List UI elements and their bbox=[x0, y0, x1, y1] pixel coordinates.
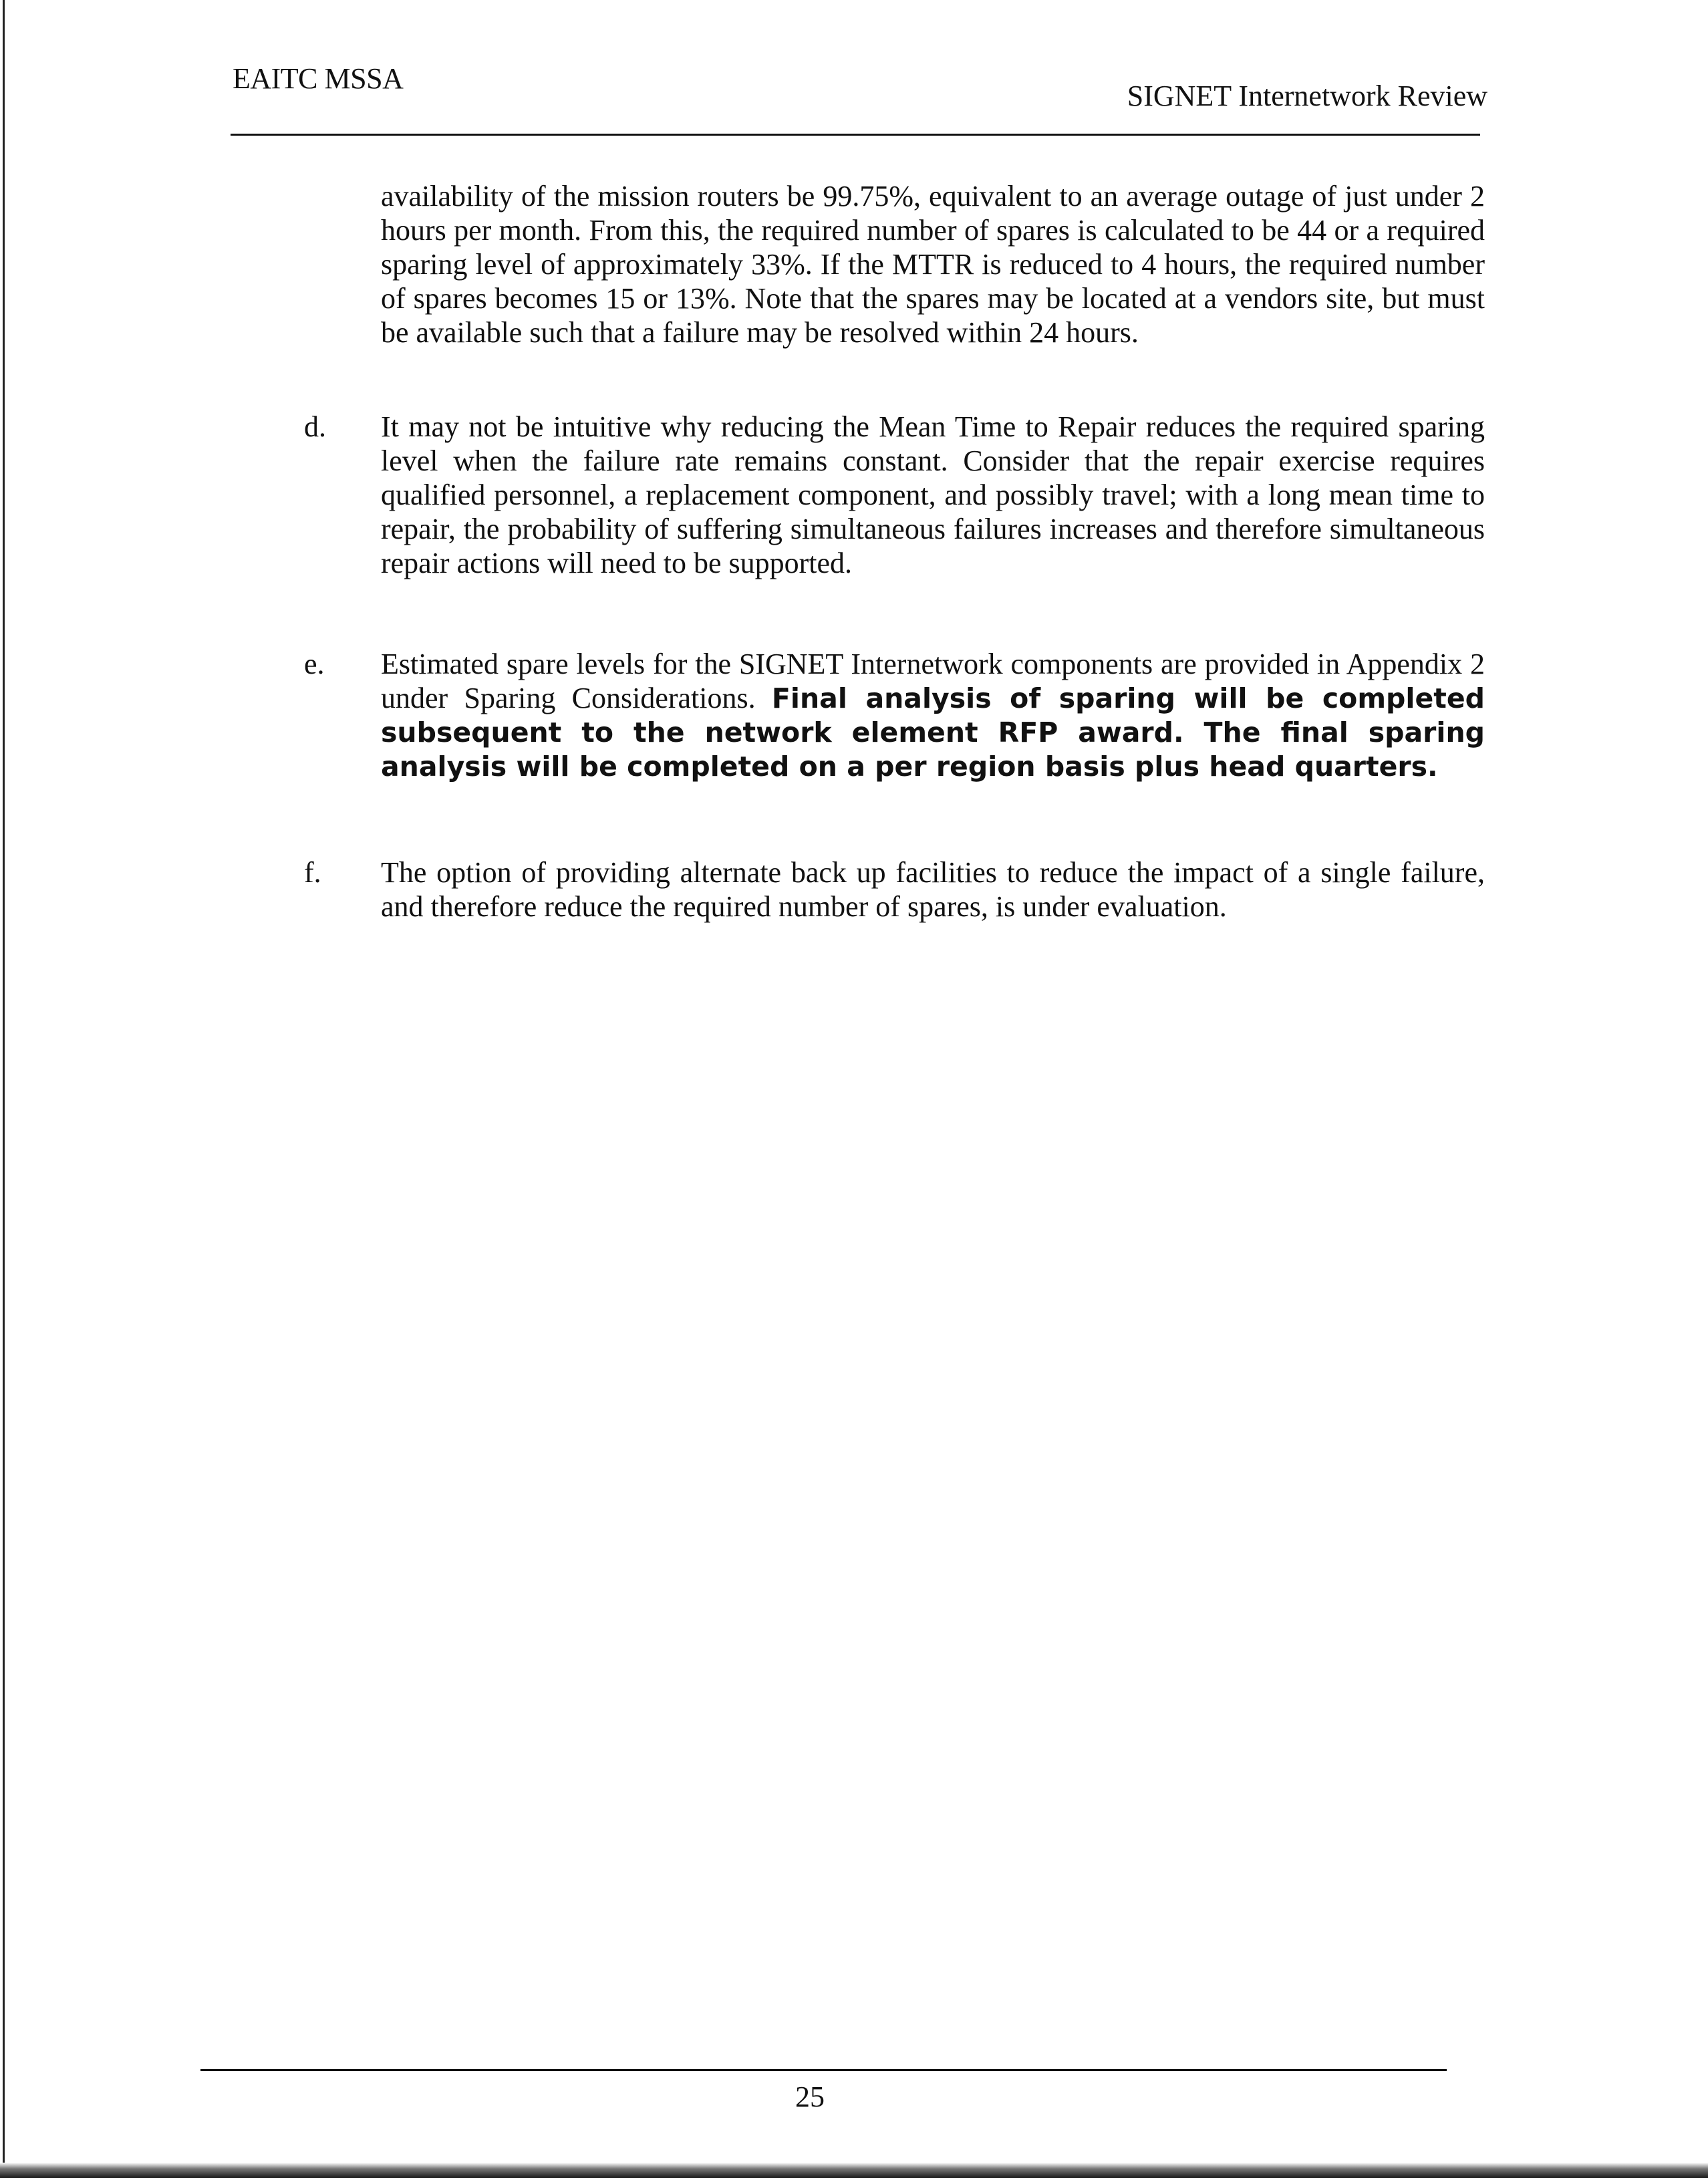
page-number: 25 bbox=[795, 2080, 825, 2113]
header-document-title: SIGNET Internetwork Review bbox=[1127, 80, 1487, 112]
scan-left-edge bbox=[3, 0, 5, 2178]
footer-divider bbox=[200, 2069, 1447, 2071]
paragraph-e-bold-text: Final analysis of sparing will be completed subsequent to the network element RFP award. The final sparing analysis will be completed on a per region basis plus head quarters. bbox=[381, 682, 1485, 783]
paragraph-e-text: Estimated spare levels for the SIGNET Internetwork components are provided in Appendix 2 under Sparing Considerations. bbox=[381, 648, 1485, 715]
item-label-e: e. bbox=[304, 648, 325, 680]
paragraph-f: The option of providing alternate back up facilities to reduce the impact of a single failure, and therefore reduce the required number of spares, is under evaluation. bbox=[381, 856, 1485, 924]
header-divider bbox=[231, 134, 1480, 136]
scan-bottom-edge bbox=[0, 2163, 1708, 2178]
paragraph-c-continuation: availability of the mission routers be 99.75%, equivalent to an average outage of just under 2 hours per month. From this, the required number of spares is calculated to be 44 or a required sparing level of approximately 33%. If the MTTR is reduced to 4 hours, the required number of spares becomes 15 or 13%. Note that the spares may be located at a vendors site, but must be available such that a failure may be resolved within 24 hours. bbox=[381, 180, 1485, 350]
header-organization: EAITC MSSA bbox=[233, 62, 404, 95]
item-label-f: f. bbox=[304, 856, 321, 889]
paragraph-e bbox=[381, 647, 1485, 783]
item-label-d: d. bbox=[304, 410, 326, 443]
paragraph-d: It may not be intuitive why reducing the Mean Time to Repair reduces the required sparing level when the failure rate remains constant. Consider that the repair exercise requires qualified personnel, a replacement component, and possibly travel; with a long mean time to repair, the probability of suffering simultaneous failures increases and therefore simultaneous repair actions will need to be supported. bbox=[381, 410, 1485, 580]
